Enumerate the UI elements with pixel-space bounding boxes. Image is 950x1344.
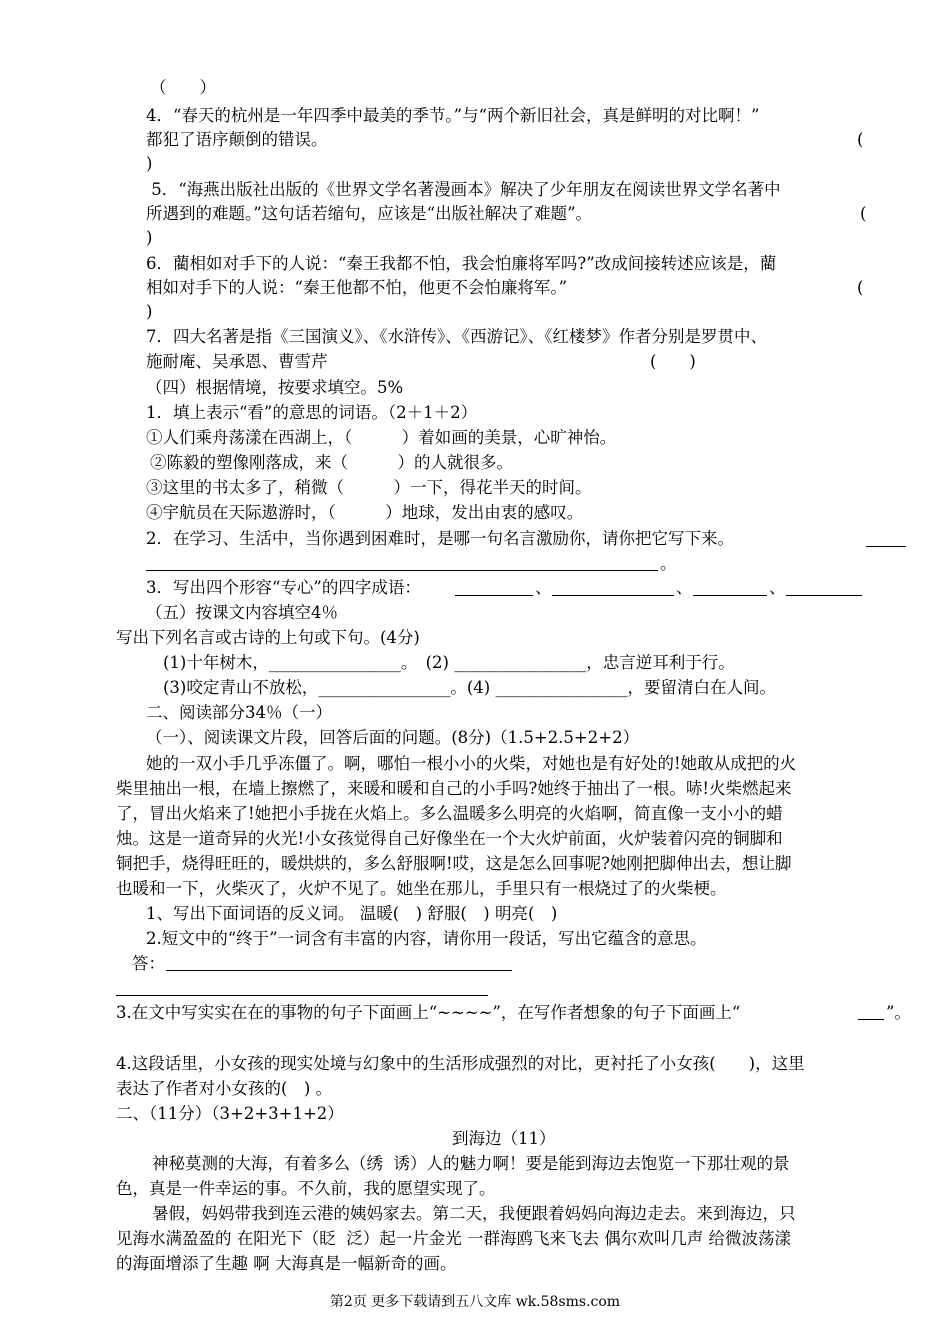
answer-paren-close: ) — [146, 228, 153, 247]
answer-blank-line — [166, 970, 512, 971]
page-footer: 第2页 更多下载请到五八文库 wk.58sms.com — [329, 1294, 621, 1310]
period-mark: 。 — [660, 554, 677, 573]
passage-2-line: 见海水满盈盈的 在阳光下（眨 泛）起一片金光 一群海鸥飞来飞去 偶尔欢叫几声 给微波荡漾 — [116, 1229, 791, 1248]
question-1-heading: 1．填上表示“看”的意思的词语。（2＋1＋2） — [146, 403, 478, 422]
separator-mark: 、 — [676, 578, 693, 597]
section-4-heading: （四）根据情境，按要求填空。5% — [146, 378, 404, 397]
passage-1-line: 柴里抽出一根，在墙上擦燃了，来暖和暖和自己的小手吗?她终于抽出了一根。哧!火柴燃起来 — [116, 779, 792, 798]
quotes-line-1: (1)十年树木，________________。 (2) ________________，忠言逆耳利于行。 — [163, 653, 735, 672]
passage-1-line: 也暖和一下，火柴灭了，火炉不见了。她坐在那儿，手里只有一根烧过了的火柴梗。 — [116, 879, 727, 898]
quote-close-mark: ”。 — [886, 1003, 911, 1022]
contrast-question-line-1: 4.这段话里，小女孩的现实处境与幻象中的生活形成强烈的对比，更衬托了小女孩( )，这里 — [116, 1054, 805, 1073]
fill-item-2: ②陈毅的塑像刚落成，来（ ）的人就很多。 — [150, 453, 513, 472]
separator-mark: 、 — [769, 578, 786, 597]
section-5-heading: （五）按课文内容填空4％ — [146, 603, 338, 622]
question-7-line-1: 7．四大名著是指《三国演义》、《水浒传》、《西游记》、《红楼梦》作者分别是罗贯中、 — [146, 327, 767, 346]
separator-mark: 、 — [535, 578, 552, 597]
question-7-line-2: 施耐庵、吴承恩、曹雪芹 — [146, 352, 328, 371]
question-3-heading: 3．写出四个形容“专心”的四字成语： — [146, 578, 421, 597]
answer-paren-close: ) — [146, 302, 153, 321]
answer-blank-line — [116, 995, 488, 996]
answer-blank-line — [786, 595, 862, 596]
answer-blank-line — [455, 595, 533, 596]
question-5-line-1: 5．“海燕出版社出版的《世界文学名著漫画本》解决了少年朋友在阅读世界文学名著中 — [146, 180, 781, 199]
passage-1-line: 铜把手，烧得旺旺的，暖烘烘的，多么舒服啊!哎，这是怎么回事呢?她刚把脚伸出去，想让脚 — [116, 854, 792, 873]
quotes-instruction: 写出下列名言或古诗的上句或下句。(4分) — [116, 628, 420, 647]
passage-2-line: 色，真是一件幸运的事。不久前，我的愿望实现了。 — [116, 1179, 496, 1198]
passage-1-instruction: （一）、阅读课文片段，回答后面的问题。(8分)（1.5+2.5+2+2） — [146, 728, 640, 747]
fill-item-4: ④宇航员在天际遨游时，（ ）地球，发出由衷的感叹。 — [146, 503, 584, 522]
question-6-line-2: 相如对手下的人说：“秦王他都不怕，他更不会怕廉将军。” — [146, 278, 568, 297]
question-4-line-2: 都犯了语序颠倒的错误。 — [146, 130, 328, 149]
passage-2-line: 的海面增添了生趣 啊 大海真是一幅新奇的画。 — [116, 1254, 457, 1273]
fill-item-1: ①人们乘舟荡漾在西湖上，（ ）着如画的美景，心旷神怡。 — [146, 428, 617, 447]
answer-paren-open: ( — [860, 204, 867, 223]
question-2-heading: 2．在学习、生活中，当你遇到困难时，是哪一句名言激励你，请你把它写下来。 — [146, 529, 734, 548]
passage-1-line: 她的一双小手几乎冻僵了。啊，哪怕一根小小的火柴，对她也是有好处的!她敢从成把的火 — [146, 754, 797, 773]
question-5-line-2: 所遇到的难题。”这句话若缩句，应该是“出版社解决了难题”。 — [146, 204, 593, 223]
answer-blank-line — [693, 595, 767, 596]
answer-paren-close: ) — [146, 154, 153, 173]
reading-section-heading: 二、阅读部分34％（一） — [146, 703, 332, 722]
answer-label: 答： — [132, 954, 165, 973]
passage-2-title: 到海边（11） — [452, 1129, 556, 1148]
answer-blank-line — [866, 546, 906, 547]
answer-paren-open: ( — [857, 278, 864, 297]
answer-paren: ( ) — [650, 352, 696, 371]
answer-paren: （ ） — [150, 78, 216, 97]
answer-blank-line — [858, 1019, 884, 1020]
question-6-line-1: 6．藺相如对手下的人说：“秦王我都不怕，我会怕廉将军吗?”改成间接转述应该是，藺 — [146, 254, 777, 273]
passage-2-line: 神秘莫测的大海，有着多么（绣 诱）人的魅力啊！要是能到海边去饱览一下那壮观的景 — [152, 1154, 790, 1173]
contrast-question-line-2: 表达了作者对小女孩的( ) 。 — [116, 1079, 333, 1098]
fill-item-3: ③这里的书太多了，稍微（ ）一下，得花半天的时间。 — [146, 478, 592, 497]
passage-2-line: 暑假，妈妈带我到连云港的姨妈家去。第二天，我便跟着妈妈向海边走去。来到海边，只 — [152, 1204, 796, 1223]
passage-1-line: 了，冒出火焰来了!她把小手拢在火焰上。多么温暖多么明亮的火焰啊，简直像一支小小的蜡 — [116, 804, 783, 823]
section-2-heading: 二、（11分）（3+2+3+1+2） — [116, 1104, 344, 1123]
quotes-line-2: (3)咬定青山不放松，________________。(4) ________________，要留清白在人间。 — [163, 678, 776, 697]
antonym-question: 1、写出下面词语的反义词。 温暖( ) 舒服( ) 明亮( ) — [146, 904, 558, 923]
meaning-question: 2.短文中的“终于”一词含有丰富的内容，请你用一段话，写出它蕴含的意思。 — [146, 929, 707, 948]
passage-1-line: 烛。这是一道奇异的火光!小女孩觉得自己好像坐在一个大火炉前面，火炉装着闪亮的铜脚和 — [116, 829, 783, 848]
answer-blank-line — [552, 595, 674, 596]
underline-question: 3.在文中写实实在在的事物的句子下面画上“~~~~”，在写作者想象的句子下面画上“ — [116, 1003, 741, 1022]
answer-blank-line — [146, 570, 658, 571]
answer-paren-open: ( — [857, 130, 864, 149]
question-4-line-1: 4．“春天的杭州是一年四季中最美的季节。”与“两个新旧社会，真是鲜明的对比啊！” — [146, 106, 760, 125]
